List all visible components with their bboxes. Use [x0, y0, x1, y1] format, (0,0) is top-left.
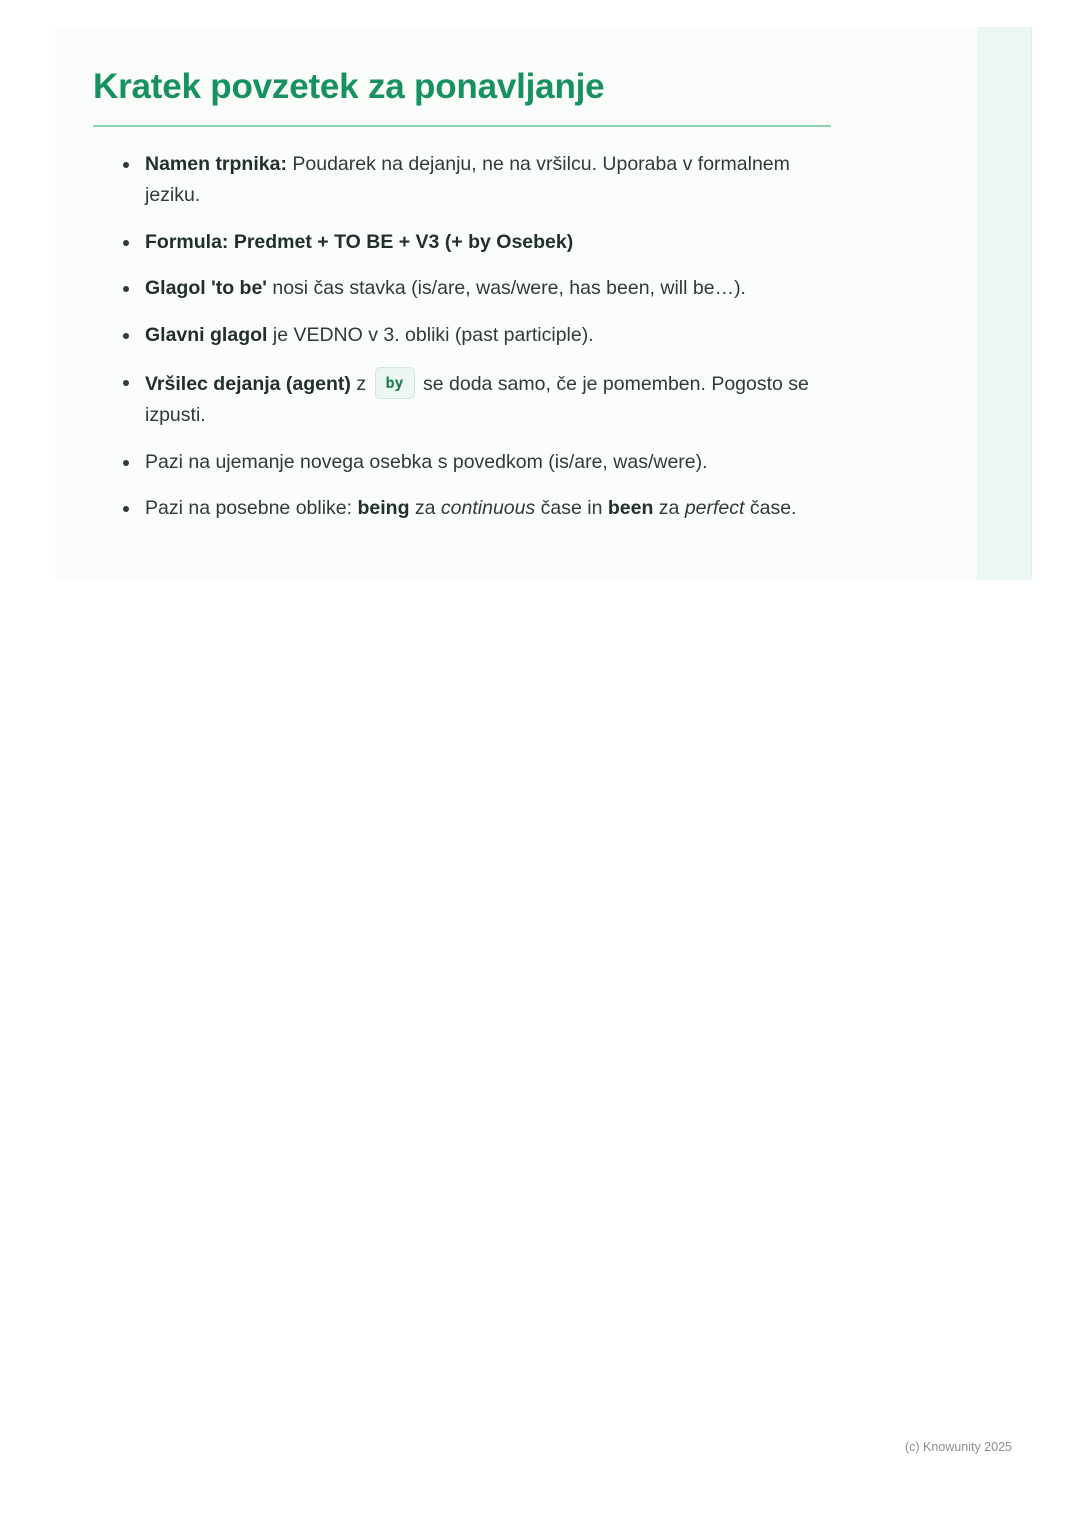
list-item	[145, 227, 845, 259]
footer-copyright: (c) Knowunity 2025	[904, 1440, 1012, 1454]
plain-text: Pazi na ujemanje novega osebka s povedkom (is/are, was/were).	[145, 450, 708, 473]
summary-list	[93, 149, 929, 525]
list-item	[145, 447, 845, 479]
card-content	[93, 57, 989, 525]
plain-text: nosi čas stavka (is/are, was/were, has been, will be…).	[266, 277, 746, 300]
plain-text: za	[409, 497, 441, 520]
plain-text: čase.	[744, 497, 797, 520]
title-divider	[93, 125, 831, 127]
code-chip: by	[375, 367, 415, 399]
list-item	[145, 149, 845, 212]
bold-text: Namen trpnika:	[145, 152, 287, 175]
plain-text: z	[350, 372, 372, 395]
bold-text: Glagol 'to be'	[145, 277, 267, 300]
plain-text: Poudarek na dejanju, ne na vršilcu. Uporaba v formalnem jeziku.	[145, 152, 790, 207]
plain-text: se doda samo, če je pomemben. Pogosto se izpusti.	[145, 372, 809, 427]
bold-text: been	[607, 497, 654, 520]
plain-text: za	[653, 497, 685, 520]
plain-text: Pazi na posebne oblike:	[145, 497, 358, 520]
bold-text: Formula: Predmet + TO BE + V3 (+ by Osebek)	[145, 230, 574, 253]
list-item	[145, 273, 845, 305]
plain-text: je VEDNO v 3. obliki (past participle).	[267, 324, 594, 347]
page-title: Kratek povzetek za ponavljanje	[93, 67, 605, 106]
italic-text: perfect	[684, 497, 745, 520]
list-item	[145, 367, 845, 432]
bold-text: being	[357, 497, 410, 520]
bold-text: Vršilec dejanja (agent)	[145, 372, 351, 395]
plain-text: čase in	[535, 497, 608, 520]
summary-card	[55, 27, 1032, 580]
card-right-strip	[977, 27, 1031, 580]
bold-text: Glavni glagol	[145, 324, 268, 347]
list-item	[145, 493, 845, 525]
italic-text: continuous	[440, 497, 536, 520]
list-item	[145, 320, 845, 352]
